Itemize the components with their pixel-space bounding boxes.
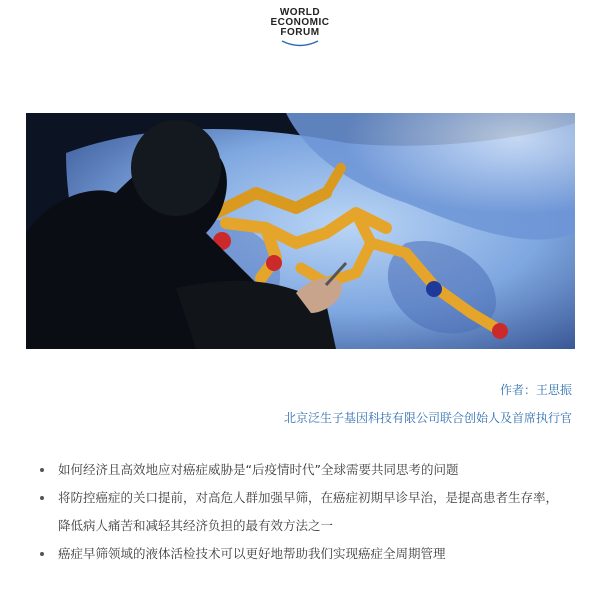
logo-line-1: WORLD [279, 7, 321, 18]
list-item-text: 如何经济且高效地应对癌症威胁是“后疫情时代”全球需要共同思考的问题 [58, 462, 459, 477]
logo-arc-icon [280, 40, 320, 48]
list-item-text: 癌症早筛领域的液体活检技术可以更好地帮助我们实现癌症全周期管理 [58, 546, 446, 561]
author-title: 北京泛生子基因科技有限公司联合创始人及首席执行官 [283, 411, 572, 425]
list-item [34, 491, 574, 533]
bullet-icon [40, 552, 44, 556]
list-item [34, 547, 574, 561]
molecular-visualization-image [26, 113, 575, 349]
byline [284, 383, 572, 425]
list-item-continuation: 降低病人痛苦和减轻其经济负担的最有效方法之一 [58, 518, 334, 533]
logo-line-3: FORUM [280, 27, 320, 38]
bullet-icon [40, 468, 44, 472]
wef-logo [0, 8, 600, 48]
list-item-text: 将防控癌症的关口提前，对高危人群加强早筛，在癌症初期早诊早治，是提高患者生存率， [58, 490, 559, 505]
author-name: 作者：王思振 [499, 383, 572, 397]
bullet-icon [40, 496, 44, 500]
logo-line-2: ECONOMIC [270, 17, 330, 28]
list-item [34, 463, 574, 477]
hero-image [26, 113, 575, 349]
key-points-list [34, 463, 574, 561]
